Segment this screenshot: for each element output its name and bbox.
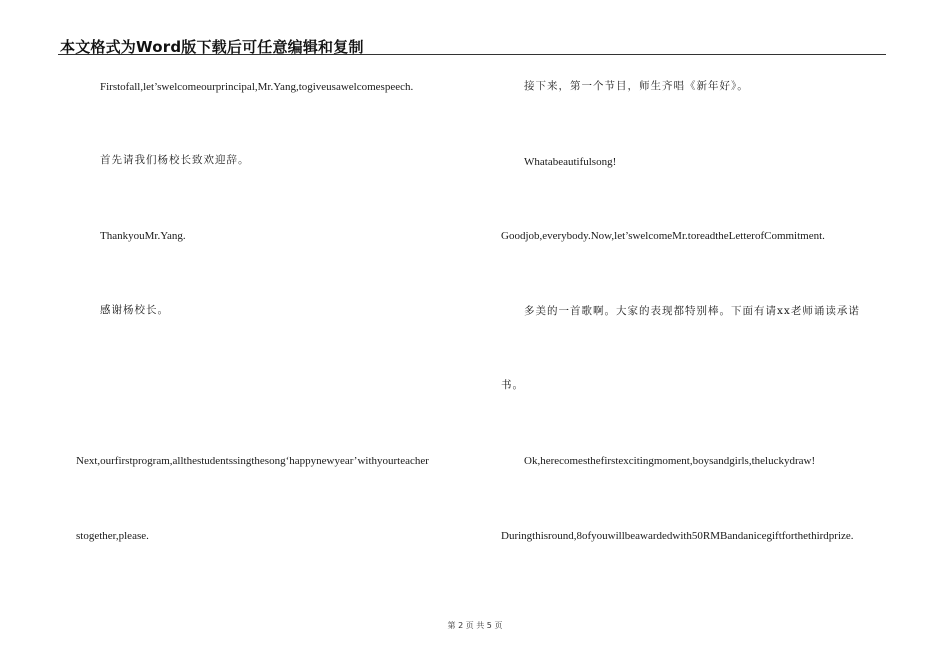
paragraph-en-first-program: Next,ourfirstprogram,allthestudentssingthesong‘happynewyear’withyourteacher	[76, 455, 429, 467]
paragraph-en-beautiful-song: Whatabeautifulsong!	[524, 156, 617, 168]
page-header-title: 本文格式为Word版下载后可任意编辑和复制	[60, 38, 364, 56]
paragraph-en-letter-commitment: Goodjob,everybody.Now,let’swelcomeMr.toreadtheLetterofCommitment.	[501, 230, 825, 242]
paragraph-cn-thanks: 感谢杨校长。	[100, 304, 169, 316]
paragraph-en-first-program-cont: stogether,please.	[76, 530, 149, 542]
paragraph-cn-letter-commitment: 多美的一首歌啊。大家的表现都特别棒。下面有请xx老师诵读承诺	[524, 305, 860, 317]
paragraph-cn-welcome-principal: 首先请我们杨校长致欢迎辞。	[100, 154, 250, 166]
page-footer: 第 2 页 共 5 页	[447, 621, 503, 630]
header-divider	[58, 54, 886, 55]
paragraph-en-welcome-principal: Firstofall,let’swelcomeourprincipal,Mr.Yang,togiveusawelcomespeech.	[100, 81, 414, 93]
paragraph-en-third-prize: Duringthisround,8ofyouwillbeawardedwith50RMBandanicegiftforthethirdprize.	[501, 530, 854, 542]
paragraph-cn-letter-commitment-cont: 书。	[501, 379, 524, 391]
paragraph-en-thanks: ThankyouMr.Yang.	[100, 230, 186, 242]
paragraph-en-lucky-draw: Ok,herecomesthefirstexcitingmoment,boysandgirls,theluckydraw!	[524, 455, 816, 467]
paragraph-cn-first-program: 接下来，第一个节目，师生齐唱《新年好》。	[524, 80, 749, 92]
